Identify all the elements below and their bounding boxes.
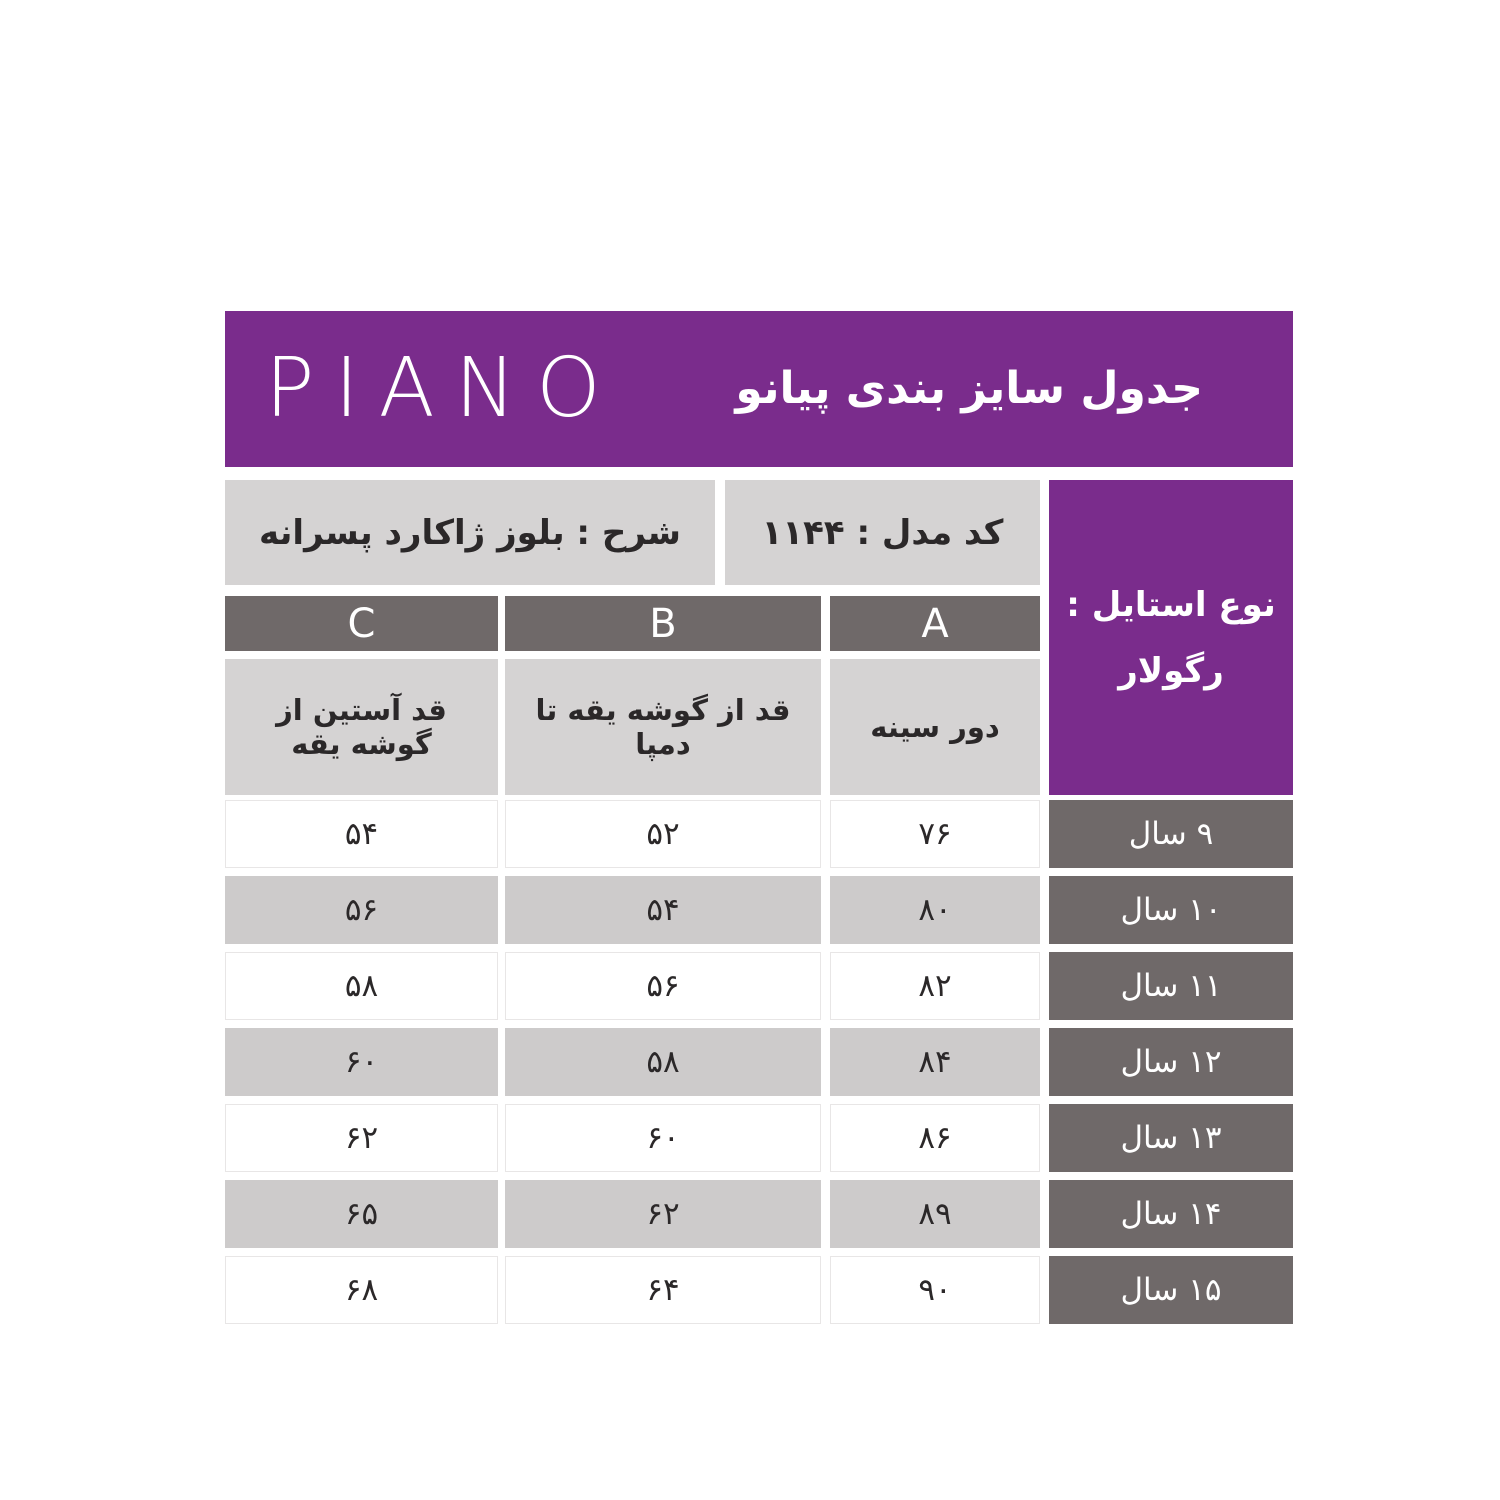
cell-c: ۵۴: [225, 800, 498, 868]
cell-b: ۶۲: [505, 1180, 821, 1248]
cell-c: ۶۲: [225, 1104, 498, 1172]
cell-age: ۹ سال: [1049, 800, 1293, 868]
column-header-a: A: [830, 596, 1040, 651]
model-code-box: [725, 480, 1040, 585]
cell-b: ۶۰: [505, 1104, 821, 1172]
column-header-b: B: [505, 596, 821, 651]
cell-age: ۱۱ سال: [1049, 952, 1293, 1020]
cell-a: ۸۰: [830, 876, 1040, 944]
cell-age: ۱۵ سال: [1049, 1256, 1293, 1324]
table-row: [225, 800, 1293, 868]
cell-a: ۸۶: [830, 1104, 1040, 1172]
cell-a: ۸۲: [830, 952, 1040, 1020]
cell-b: ۶۴: [505, 1256, 821, 1324]
column-label-a: دور سینه: [830, 659, 1040, 795]
table-row: [225, 1028, 1293, 1096]
column-label-b: قد از گوشه یقه تا دمپا: [505, 659, 821, 795]
cell-age: ۱۲ سال: [1049, 1028, 1293, 1096]
cell-age: ۱۳ سال: [1049, 1104, 1293, 1172]
size-table-body: [225, 800, 1293, 1324]
cell-c: ۵۶: [225, 876, 498, 944]
table-row: [225, 952, 1293, 1020]
cell-b: ۵۸: [505, 1028, 821, 1096]
cell-a: ۸۹: [830, 1180, 1040, 1248]
column-label-c: قد آستین از گوشه یقه: [225, 659, 498, 795]
cell-b: ۵۲: [505, 800, 821, 868]
header-band: [225, 311, 1293, 467]
table-row: [225, 876, 1293, 944]
column-header-c: C: [225, 596, 498, 651]
brand-logo: PIANO: [265, 341, 621, 436]
cell-b: ۵۴: [505, 876, 821, 944]
cell-c: ۶۸: [225, 1256, 498, 1324]
table-row: [225, 1104, 1293, 1172]
cell-b: ۵۶: [505, 952, 821, 1020]
cell-a: ۷۶: [830, 800, 1040, 868]
model-code-text: کد مدل : ۱۱۴۴: [761, 512, 1004, 553]
cell-a: ۸۴: [830, 1028, 1040, 1096]
cell-c: ۶۰: [225, 1028, 498, 1096]
cell-a: ۹۰: [830, 1256, 1040, 1324]
style-type-panel: [1049, 480, 1293, 795]
cell-age: ۱۰ سال: [1049, 876, 1293, 944]
cell-c: ۵۸: [225, 952, 498, 1020]
cell-age: ۱۴ سال: [1049, 1180, 1293, 1248]
description-text: شرح : بلوز ژاکارد پسرانه: [259, 512, 681, 553]
cell-c: ۶۵: [225, 1180, 498, 1248]
page-title: جدول سایز بندی پیانو: [735, 363, 1203, 414]
description-box: [225, 480, 715, 585]
table-row: [225, 1256, 1293, 1324]
table-row: [225, 1180, 1293, 1248]
style-type-label: نوع استایل :: [1066, 584, 1276, 625]
style-type-value: رگولار: [1118, 650, 1224, 691]
